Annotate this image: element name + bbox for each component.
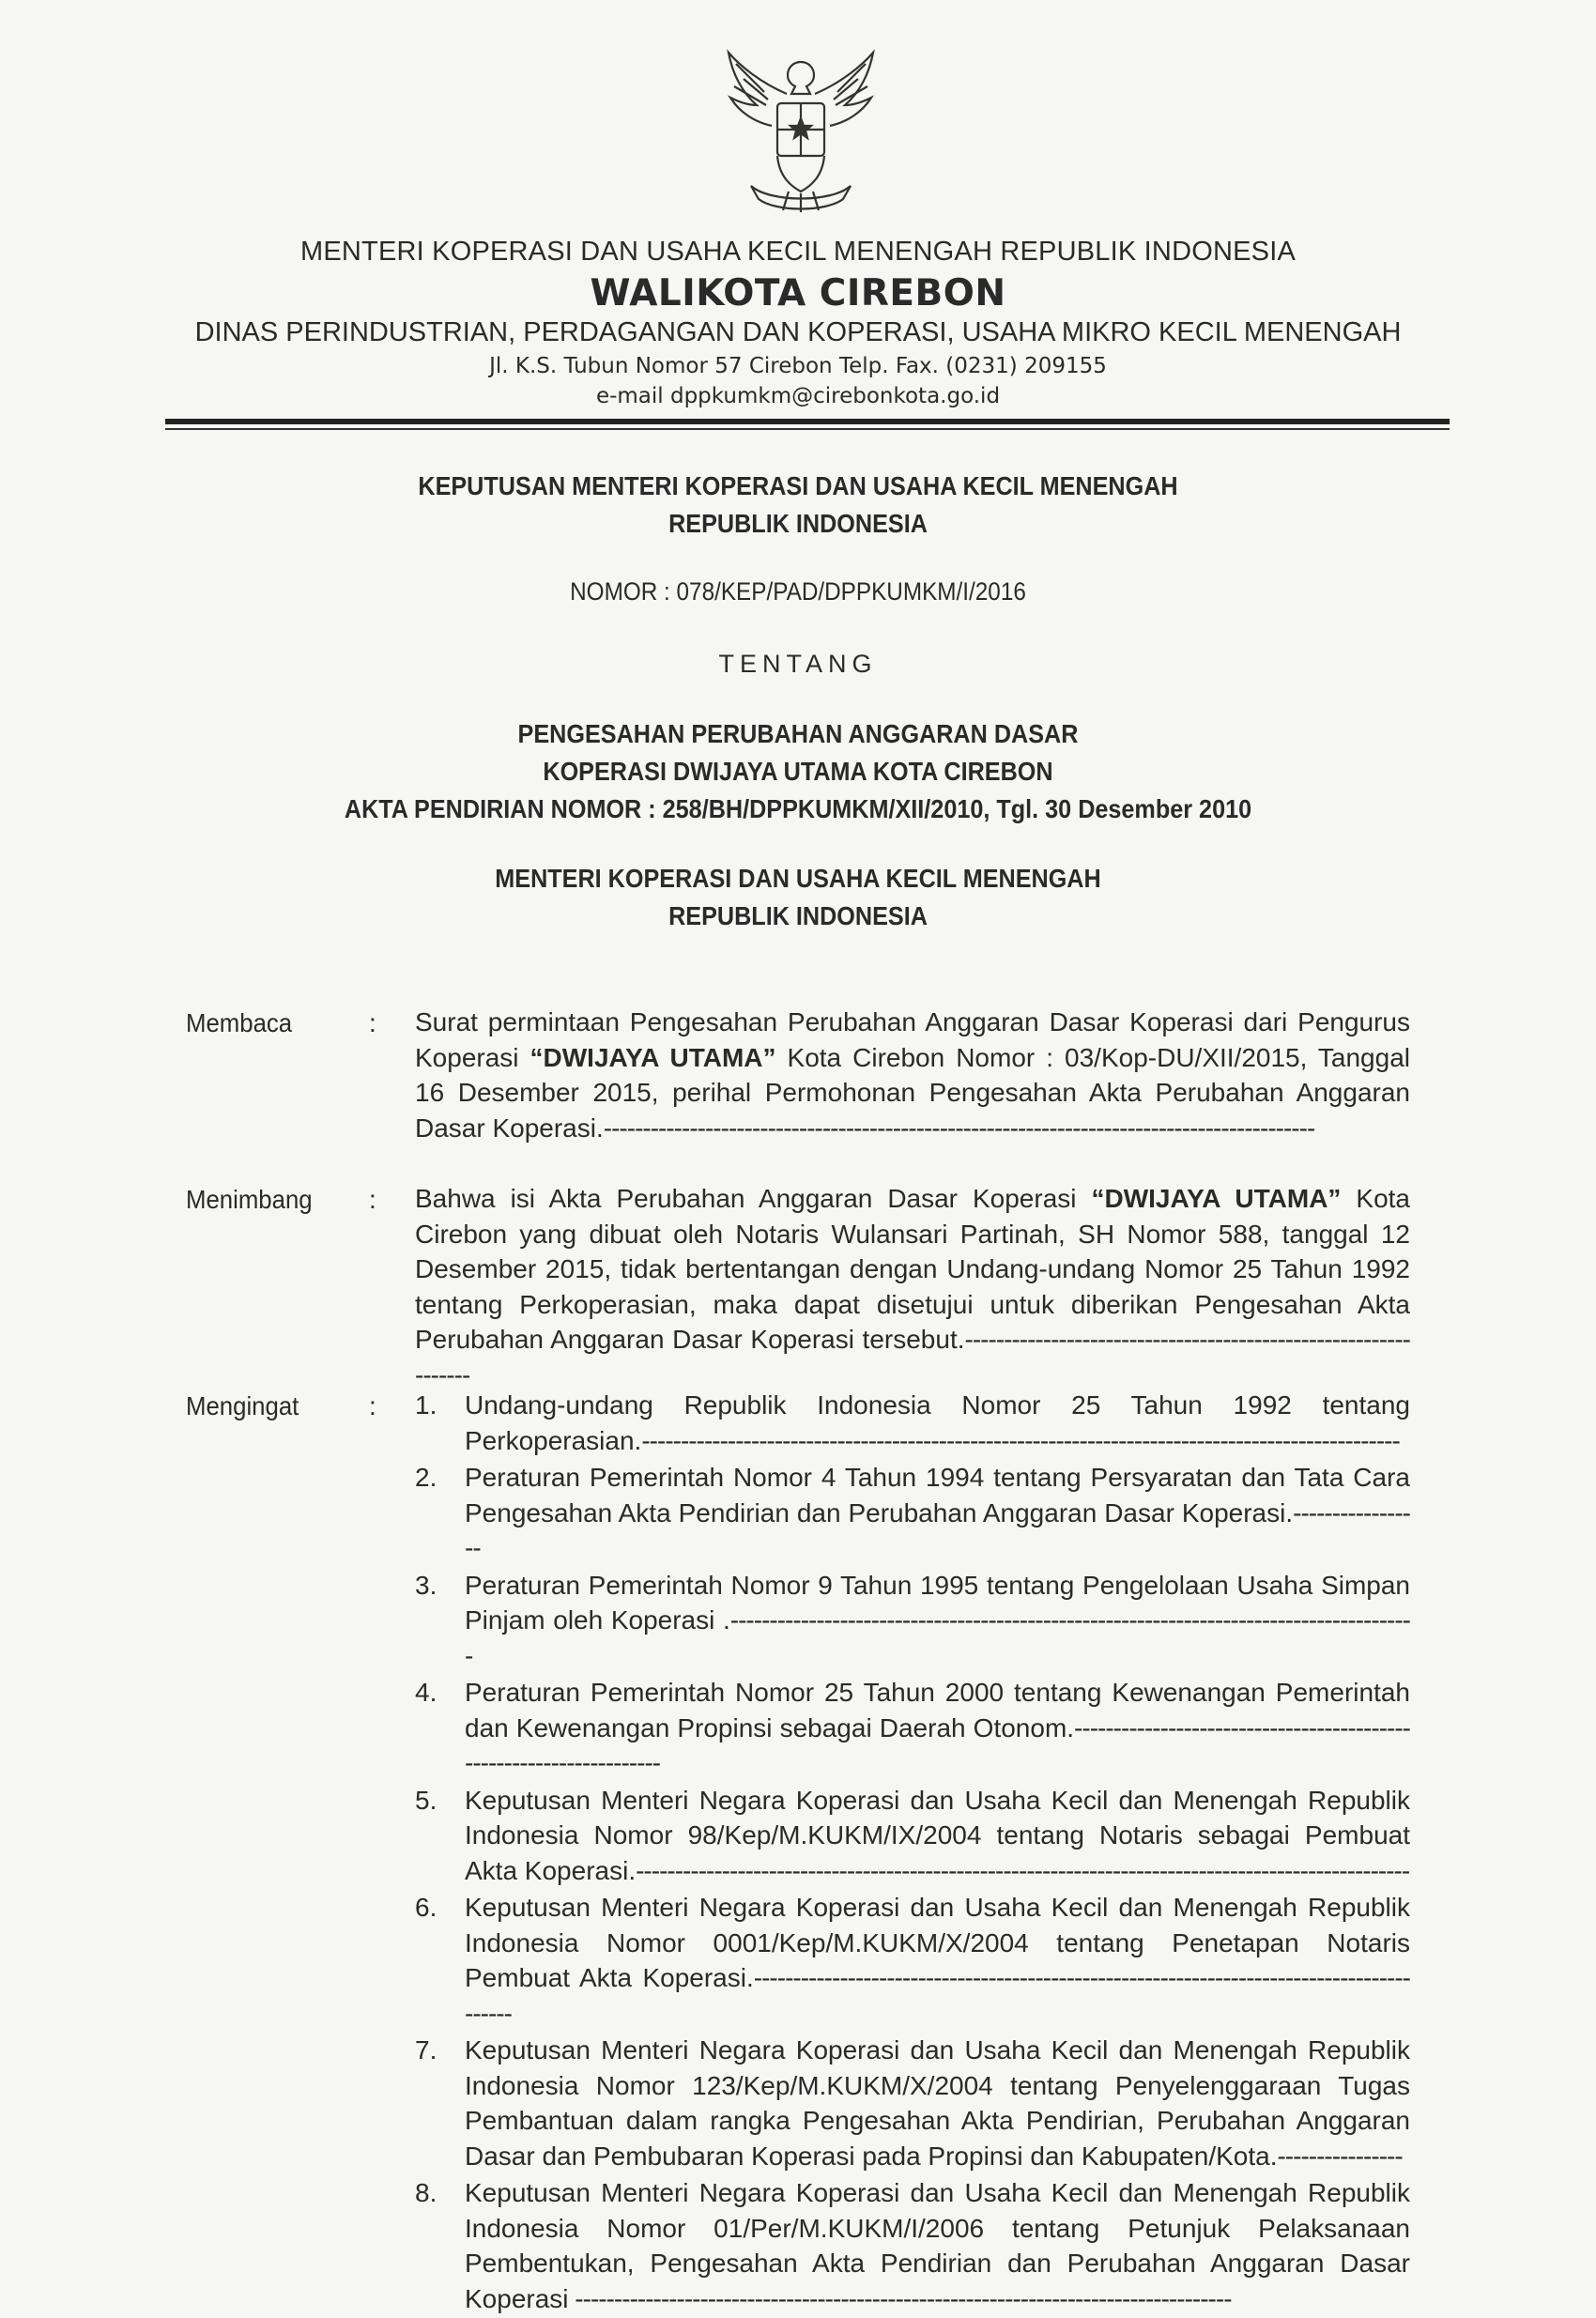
list-item-dashes: ------------------------------------------------------------------------------------ — [568, 2283, 1232, 2313]
list-item — [415, 2033, 1410, 2173]
list-item-text: Peraturan Pemerintah Nomor 9 Tahun 1995 tentang Pengelolaan Usaha Simpan Pinjam oleh Koperasi . — [465, 1570, 1410, 1635]
list-item-text: Keputusan Menteri Negara Koperasi dan Usaha Kecil dan Menengah Republik Indonesia Nomor 01/Per/M.KUKM/I/2006 tentang Petunjuk Pelaksanaan Pembentukan, Pengesahan Akta Pendirian dan Perubahan Anggaran Dasar Koperasi — [465, 2178, 1410, 2313]
decree-issuer-line1: MENTERI KOPERASI DAN USAHA KECIL MENENGAH — [495, 864, 1101, 893]
list-item-text: Peraturan Pemerintah Nomor 4 Tahun 1994 tentang Persyaratan dan Tata Cara Pengesahan Akta Pendirian dan Perubahan Anggaran Dasar Koperasi. — [465, 1463, 1410, 1527]
section-label-membaca: Membaca — [186, 1008, 293, 1037]
membaca-text-a: Surat permintaan Pengesahan Perubahan Anggaran Dasar Koperasi dari Pengurus Koperasi — [415, 1007, 1410, 1072]
list-item-number: 3. — [415, 1570, 437, 1600]
list-item-dashes: ------------------------------------------------------------------------------------------------- — [641, 1425, 1400, 1455]
section-label-menimbang: Menimbang — [186, 1185, 313, 1214]
list-item — [415, 1460, 1410, 1566]
list-item — [415, 2175, 1410, 2316]
list-item-text: Keputusan Menteri Negara Koperasi dan Usaha Kecil dan Menengah Republik Indonesia Nomor 123/Kep/M.KUKM/X/2004 tentang Penyelenggaraan Tugas Pembantuan dalam rangka Pengesahan Akta Pendirian, Perubahan Anggaran Dasar dan Pembubaran Koperasi pada Propinsi dan Kabupaten/Kota. — [465, 2035, 1410, 2171]
menimbang-text-b: Kota Cirebon yang dibuat oleh Notaris Wulansari Partinah, SH Nomor 588, tanggal 12 Desember 2015, tidak bertentangan dengan Undang-undang Nomor 25 Tahun 1992 tentang Perkoperasian, maka dapat disetujui untuk diberikan Pengesahan Akta Perubahan Anggaran Dasar Koperasi tersebut. — [415, 1184, 1410, 1354]
list-item-text: Keputusan Menteri Negara Koperasi dan Usaha Kecil dan Menengah Republik Indonesia Nomor 0001/Kep/M.KUKM/X/2004 tentang Penetapan Notaris Pembuat Akta Koperasi. — [465, 1893, 1410, 1992]
mengingat-list — [415, 1388, 1410, 2318]
menimbang-cooperative-name: “DWIJAYA UTAMA” — [1091, 1184, 1342, 1213]
decree-title-line2: REPUBLIK INDONESIA — [668, 509, 928, 538]
section-colon: : — [369, 1391, 376, 1420]
section-text-menimbang — [415, 1181, 1410, 1392]
list-item-number: 6. — [415, 1893, 437, 1922]
menimbang-dashes: ---------------------------------------------------------------- — [415, 1325, 1410, 1389]
decree-subject-line1: PENGESAHAN PERUBAHAN ANGGARAN DASAR — [517, 719, 1079, 748]
membaca-dashes: ------------------------------------------------------------------------------------------- — [603, 1113, 1315, 1143]
section-text-membaca — [415, 1005, 1410, 1145]
letterhead-city: WALIKOTA CIREBON — [590, 272, 1006, 315]
list-item-number: 2. — [415, 1463, 437, 1492]
list-item — [415, 1890, 1410, 2031]
section-colon: : — [369, 1185, 376, 1214]
list-item-number: 7. — [415, 2035, 437, 2065]
list-item-number: 5. — [415, 1785, 437, 1815]
list-item-text: Peraturan Pemerintah Nomor 25 Tahun 2000 tentang Kewenangan Pemerintah dan Kewenangan Propinsi sebagai Daerah Otonom. — [465, 1678, 1410, 1742]
list-item-dashes: --------------------------------------------------------------------------------------------------- — [636, 1855, 1410, 1885]
section-label-mengingat: Mengingat — [186, 1391, 299, 1420]
list-item-dashes: ---------------- — [1277, 2141, 1403, 2171]
list-item-number: 4. — [415, 1678, 437, 1707]
list-item-dashes: ------------------------------------------------------------------------------------------ — [465, 1963, 1410, 2028]
list-item — [415, 1388, 1410, 1458]
letterhead-divider — [165, 419, 1450, 424]
list-item-text: Keputusan Menteri Negara Koperasi dan Usaha Kecil dan Menengah Republik Indonesia Nomor 98/Kep/M.KUKM/IX/2004 tentang Notaris sebagai Pembuat Akta Koperasi. — [465, 1785, 1410, 1885]
letterhead-address: Jl. K.S. Tubun Nomor 57 Cirebon Telp. Fax. (0231) 209155 — [489, 354, 1107, 378]
letterhead-divider-thin — [165, 428, 1450, 430]
decree-number — [80, 577, 1516, 606]
membaca-cooperative-name: “DWIJAYA UTAMA” — [529, 1042, 776, 1072]
membaca-text-b: Kota Cirebon Nomor : 03/Kop-DU/XII/2015, Tanggal 16 Desember 2015, perihal Permohonan Pengesahan Akta Perubahan Anggaran Dasar Koperasi. — [415, 1042, 1410, 1143]
menimbang-text-a: Bahwa isi Akta Perubahan Anggaran Dasar Koperasi — [415, 1184, 1092, 1213]
letterhead-ministry: MENTERI KOPERASI DAN USAHA KECIL MENENGAH REPUBLIK INDONESIA — [300, 237, 1296, 267]
section-colon: : — [369, 1008, 376, 1037]
list-item-number: 8. — [415, 2178, 437, 2207]
list-item-number: 1. — [415, 1390, 437, 1420]
list-item-text: Undang-undang Republik Indonesia Nomor 25 Tahun 1992 tentang Perkoperasian. — [465, 1390, 1410, 1455]
decree-title-line1: KEPUTUSAN MENTERI KOPERASI DAN USAHA KECIL MENENGAH — [418, 471, 1178, 500]
letterhead-department: DINAS PERINDUSTRIAN, PERDAGANGAN DAN KOPERASI, USAHA MIKRO KECIL MENENGAH — [194, 317, 1402, 347]
decree-subject-line2: KOPERASI DWIJAYA UTAMA KOTA CIREBON — [543, 757, 1053, 786]
decree-about: TENTANG — [718, 650, 878, 678]
list-item-dashes: -------------------------------------------------------------------- — [465, 1712, 1410, 1777]
decree-number-value: 078/KEP/PAD/DPPKUMKM/I/2016 — [676, 577, 1026, 606]
decree-number-label: NOMOR : — [570, 577, 670, 606]
garuda-emblem-icon — [723, 45, 879, 216]
letterhead-email: e-mail dppkumkm@cirebonkota.go.id — [595, 384, 1001, 408]
list-item-dashes: ----------------- — [465, 1497, 1410, 1562]
decree-issuer-line2: REPUBLIK INDONESIA — [668, 901, 928, 930]
decree-subject-line3: AKTA PENDIRIAN NOMOR : 258/BH/DPPKUMKM/XII/2010, Tgl. 30 Desember 2010 — [344, 794, 1252, 823]
list-item — [415, 1675, 1410, 1781]
list-item-dashes: ---------------------------------------------------------------------------------------- — [465, 1605, 1410, 1670]
list-item — [415, 1568, 1410, 1674]
list-item — [415, 1783, 1410, 1889]
